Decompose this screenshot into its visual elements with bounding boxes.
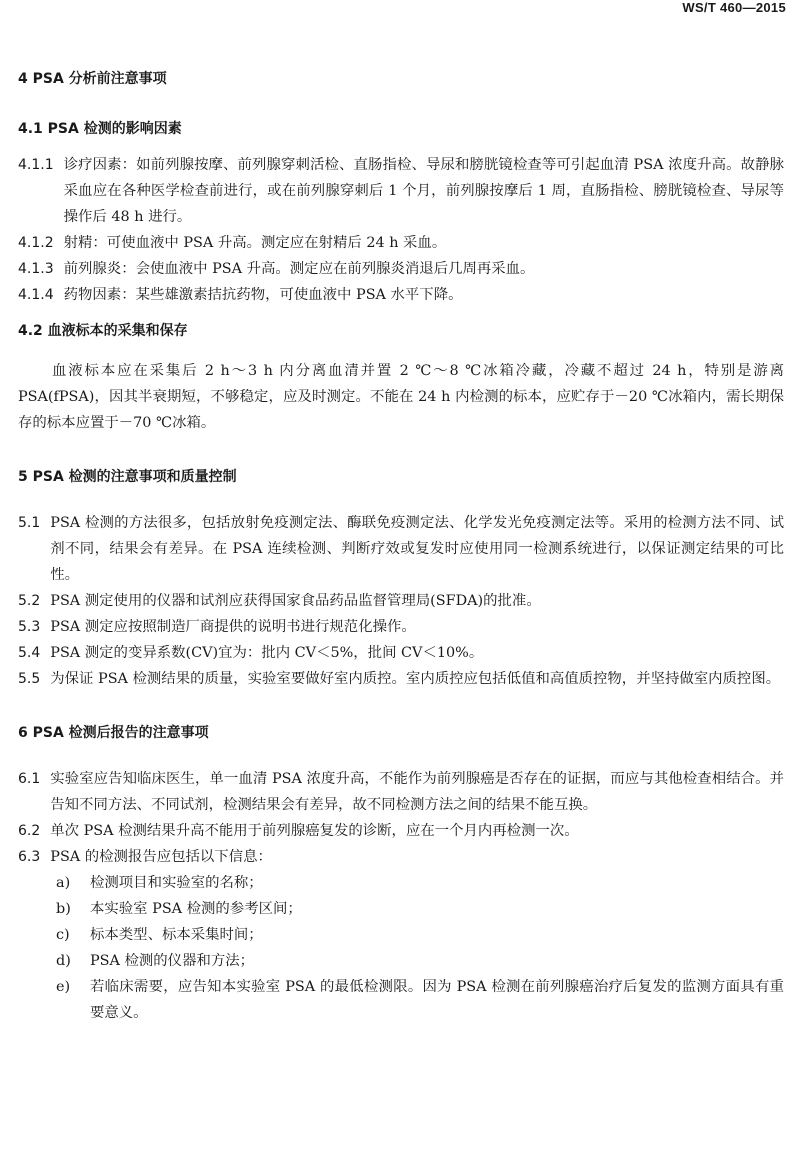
list-item-b	[18, 896, 784, 922]
list-item-d	[18, 948, 784, 974]
clause-5-4	[18, 640, 784, 666]
section-4-2-text: 血液标本应在采集后 2 h～3 h 内分离血清并置 2 ℃～8 ℃冰箱冷藏，冷藏不超过 24 h，特别是游离PSA(fPSA)，因其半衰期短，不够稳定，应及时测定。不能在 24 h 内检测的标本，应贮存于－20 ℃冰箱内，需长期保存的标本应置于－70 ℃冰箱。	[18, 363, 784, 431]
list-marker: c)	[56, 927, 70, 943]
clause-4-1-1	[18, 152, 784, 230]
list-text: 若临床需要，应告知本实验室 PSA 的最低检测限。因为 PSA 检测在前列腺癌治疗后复发的监测方面具有重要意义。	[90, 979, 784, 1021]
list-text: 检测项目和实验室的名称；	[90, 875, 263, 891]
clause-number: 5.2	[18, 593, 41, 609]
clause-5-1	[18, 510, 784, 588]
list-text: PSA 检测的仪器和方法；	[90, 953, 255, 969]
clause-4-1-4	[18, 282, 784, 308]
clause-4-1-3	[18, 256, 784, 282]
clause-number: 6.1	[18, 771, 41, 787]
clause-text: 前列腺炎：会使血液中 PSA 升高。测定应在前列腺炎消退后几周再采血。	[63, 261, 535, 277]
clause-number: 4.1.3	[18, 261, 54, 277]
list-item-e	[18, 974, 784, 1026]
section-6-heading: 6 PSA 检测后报告的注意事项	[18, 725, 209, 741]
clause-6-3	[18, 844, 784, 870]
clause-5-3	[18, 614, 784, 640]
clause-text: PSA 测定的变异系数(CV)宜为：批内 CV＜5%，批间 CV＜10%。	[50, 645, 484, 661]
list-item-c	[18, 922, 784, 948]
clause-text: 射精：可使血液中 PSA 升高。测定应在射精后 24 h 采血。	[63, 235, 447, 251]
clause-number: 5.4	[18, 645, 41, 661]
list-marker: b)	[56, 901, 71, 917]
list-marker: d)	[56, 953, 71, 969]
clause-text: PSA 测定使用的仪器和试剂应获得国家食品药品监督管理局(SFDA)的批准。	[50, 593, 541, 609]
clause-number: 5.5	[18, 671, 41, 687]
list-marker: e)	[56, 979, 71, 995]
document-body	[18, 58, 784, 1026]
clause-text: 为保证 PSA 检测结果的质量，实验室要做好室内质控。室内质控应包括低值和高值质控物，并坚持做室内质控图。	[50, 671, 781, 687]
clause-4-1-2	[18, 230, 784, 256]
clause-number: 4.1.4	[18, 287, 54, 303]
section-5-heading: 5 PSA 检测的注意事项和质量控制	[18, 469, 237, 485]
list-text: 标本类型、标本采集时间；	[90, 927, 263, 943]
clause-number: 6.2	[18, 823, 41, 839]
clause-5-5	[18, 666, 784, 692]
clause-text: PSA 测定应按照制造厂商提供的说明书进行规范化操作。	[50, 619, 416, 635]
clause-text: 诊疗因素：如前列腺按摩、前列腺穿刺活检、直肠指检、导尿和膀胱镜检查等可引起血清 PSA 浓度升高。故静脉采血应在各种医学检查前进行，或在前列腺穿刺后 1 个月，前列腺按摩后 1 周，直肠指检、膀胱镜检查、导尿等操作后 48 h 进行。	[63, 157, 784, 225]
clause-text: 单次 PSA 检测结果升高不能用于前列腺癌复发的诊断，应在一个月内再检测一次。	[50, 823, 579, 839]
clause-text: PSA 的检测报告应包括以下信息：	[50, 849, 272, 865]
list-text: 本实验室 PSA 检测的参考区间；	[90, 901, 302, 917]
section-4-2-heading: 4.2 血液标本的采集和保存	[18, 323, 188, 339]
list-item-a	[18, 870, 784, 896]
clause-text: 药物因素：某些雄激素拮抗药物，可使血液中 PSA 水平下降。	[63, 287, 463, 303]
clause-number: 6.3	[18, 849, 41, 865]
clause-number: 5.3	[18, 619, 41, 635]
clause-text: 实验室应告知临床医生，单一血清 PSA 浓度升高，不能作为前列腺癌是否存在的证据，而应与其他检查相结合。并告知不同方法、不同试剂，检测结果会有差异，故不同检测方法之间的结果不能互换。	[50, 771, 784, 813]
standard-code: WS/T 460—2015	[682, 0, 786, 15]
clause-text: PSA 检测的方法很多，包括放射免疫测定法、酶联免疫测定法、化学发光免疫测定法等。采用的检测方法不同、试剂不同，结果会有差异。在 PSA 连续检测、判断疗效或复发时应使用同一检测系统进行，以保证测定结果的可比性。	[50, 515, 784, 583]
list-marker: a)	[56, 875, 71, 891]
clause-6-1	[18, 766, 784, 818]
clause-number: 5.1	[18, 515, 41, 531]
clause-number: 4.1.2	[18, 235, 54, 251]
clause-6-2	[18, 818, 784, 844]
clause-5-2	[18, 588, 784, 614]
clause-number: 4.1.1	[18, 157, 54, 173]
section-4-heading: 4 PSA 分析前注意事项	[18, 71, 167, 87]
section-4-1-heading: 4.1 PSA 检测的影响因素	[18, 121, 182, 137]
